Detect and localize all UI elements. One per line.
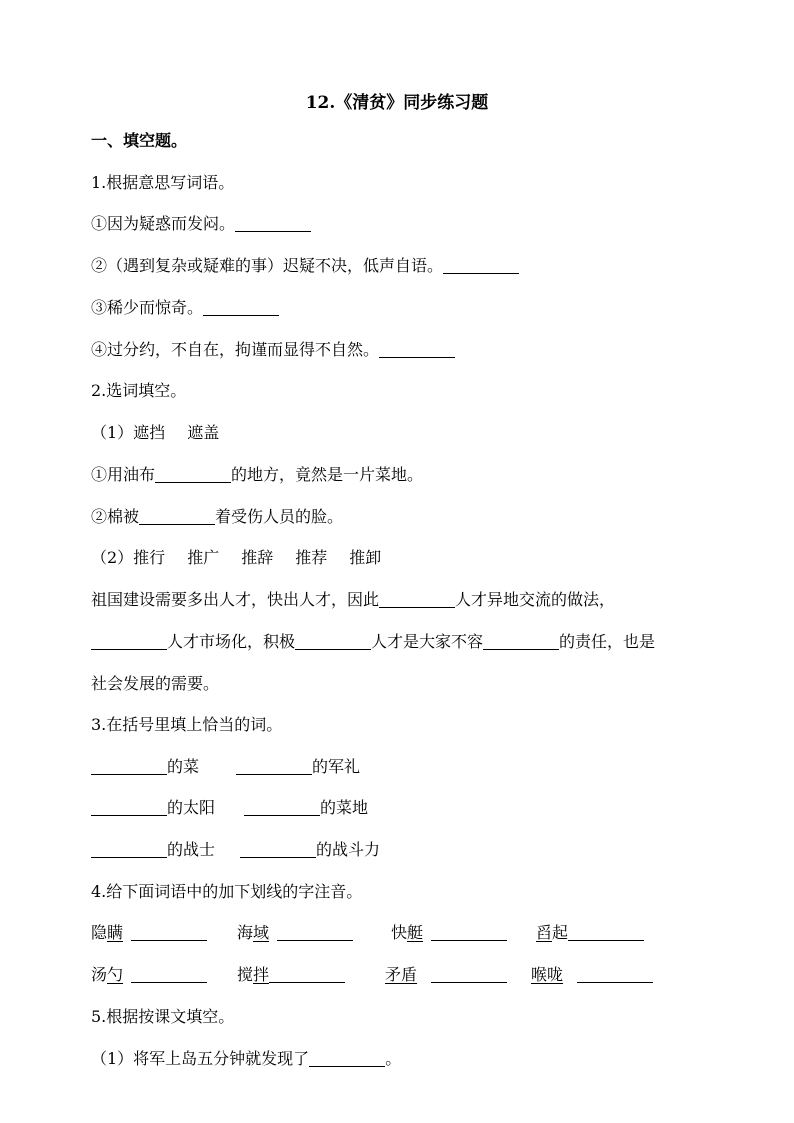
underlined-char: 喉 (531, 965, 548, 984)
sentence-part: ①用油布 (91, 465, 156, 484)
answer-blank[interactable] (91, 758, 167, 775)
q3-pair-item (240, 837, 380, 860)
q1-item-text: ③稀少而惊奇。 (91, 298, 204, 317)
q1-item-1 (91, 211, 311, 234)
question-5-heading: 5.根据按课文填空。 (91, 1007, 235, 1026)
option: 遮盖 (187, 423, 220, 442)
q1-item-4 (91, 337, 455, 360)
answer-blank[interactable] (139, 508, 215, 525)
answer-blank[interactable] (295, 633, 371, 650)
option: （2）推行 (91, 548, 166, 567)
underlined-char: 咙 (547, 965, 564, 984)
q1-item-text: ②（遇到复杂或疑难的事）迟疑不决，低声自语。 (91, 256, 444, 275)
q4-word-item (91, 962, 207, 985)
underlined-char: 拌 (253, 965, 270, 984)
q4-word-item (91, 920, 207, 943)
answer-blank[interactable] (431, 924, 507, 941)
phrase: 的战士 (167, 840, 216, 859)
q1-item-text: ④过分约，不自在，拘谨而显得不自然。 (91, 340, 380, 359)
q2-group-1-options (91, 420, 219, 443)
phrase: 的军礼 (312, 757, 361, 776)
q4-word-item (237, 920, 353, 943)
sentence-part: 着受伤人员的脸。 (215, 507, 344, 526)
q1-item-3 (91, 295, 279, 318)
sentence-part: 人才市场化，积极 (167, 632, 296, 651)
answer-blank[interactable] (91, 633, 167, 650)
q1-item-2 (91, 253, 519, 276)
sentence-part: 人才是大家不容 (371, 632, 484, 651)
answer-blank[interactable] (244, 799, 320, 816)
underlined-char: 盾 (401, 965, 418, 984)
answer-blank[interactable] (443, 257, 519, 274)
answer-blank[interactable] (240, 841, 316, 858)
page-title: 12.《清贫》同步练习题 (305, 93, 489, 113)
underlined-char: 勺 (107, 965, 124, 984)
answer-blank[interactable] (155, 466, 231, 483)
char: 搅 (237, 965, 254, 984)
phrase: 的菜地 (320, 798, 369, 817)
answer-blank[interactable] (577, 966, 653, 983)
q4-word-item (391, 920, 507, 943)
q5-item-1 (91, 1046, 401, 1069)
sentence-part: 祖国建设需要多出人才，快出人才，因此 (91, 590, 380, 609)
option: （1）遮挡 (91, 423, 166, 442)
q3-pair-item (244, 795, 368, 818)
char: 汤 (91, 965, 108, 984)
q2-item-2 (91, 504, 343, 527)
q2-paragraph-line-2 (91, 629, 655, 652)
answer-blank[interactable] (379, 341, 455, 358)
question-3-heading: 3.在括号里填上恰当的词。 (91, 715, 283, 734)
sentence-part: 的责任，也是 (559, 632, 656, 651)
q1-item-text: ①因为疑惑而发闷。 (91, 214, 236, 233)
phrase: 的菜 (167, 757, 200, 776)
answer-blank[interactable] (269, 966, 345, 983)
q3-pair-item (91, 837, 215, 860)
q3-pair-item (91, 795, 215, 818)
char: 海 (237, 923, 254, 942)
answer-blank[interactable] (379, 591, 455, 608)
option: 推卸 (349, 548, 382, 567)
sentence-part: 的地方，竟然是一片菜地。 (231, 465, 424, 484)
phrase: 的战斗力 (316, 840, 381, 859)
sentence-part: ②棉被 (91, 507, 140, 526)
answer-blank[interactable] (131, 924, 207, 941)
sentence-part: （1）将军上岛五分钟就发现了 (91, 1049, 310, 1068)
char: 起 (552, 923, 569, 942)
underlined-char: 瞒 (107, 923, 124, 942)
underlined-char: 矛 (385, 965, 402, 984)
answer-blank[interactable] (131, 966, 207, 983)
question-1-heading: 1.根据意思写词语。 (91, 173, 235, 192)
q2-item-1 (91, 462, 423, 485)
option: 推辞 (241, 548, 274, 567)
underlined-char: 舀 (536, 923, 553, 942)
answer-blank[interactable] (309, 1050, 385, 1067)
answer-blank[interactable] (203, 299, 279, 316)
q2-paragraph-line-3: 社会发展的需要。 (91, 674, 220, 693)
q4-word-item (531, 962, 653, 985)
q3-pair-item (236, 754, 360, 777)
answer-blank[interactable] (483, 633, 559, 650)
sentence-part: 人才异地交流的做法， (455, 590, 616, 609)
underlined-char: 域 (253, 923, 270, 942)
answer-blank[interactable] (236, 758, 312, 775)
option: 推荐 (295, 548, 328, 567)
answer-blank[interactable] (277, 924, 353, 941)
answer-blank[interactable] (91, 799, 167, 816)
phrase: 的太阳 (167, 798, 216, 817)
q4-word-item (237, 962, 345, 985)
q4-word-item (385, 962, 507, 985)
answer-blank[interactable] (235, 215, 311, 232)
question-4-heading: 4.给下面词语中的加下划线的字注音。 (91, 882, 363, 901)
q3-pair-item (91, 754, 199, 777)
char: 快 (391, 923, 408, 942)
question-2-heading: 2.选词填空。 (91, 381, 187, 400)
q4-word-item (536, 920, 644, 943)
answer-blank[interactable] (568, 924, 644, 941)
q2-paragraph-line-1 (91, 587, 615, 610)
answer-blank[interactable] (431, 966, 507, 983)
answer-blank[interactable] (91, 841, 167, 858)
underlined-char: 艇 (407, 923, 424, 942)
section-heading: 一、填空题。 (91, 131, 188, 150)
sentence-part: 。 (385, 1049, 402, 1068)
option: 推广 (187, 548, 220, 567)
q2-group-2-options (91, 545, 381, 568)
char: 隐 (91, 923, 108, 942)
